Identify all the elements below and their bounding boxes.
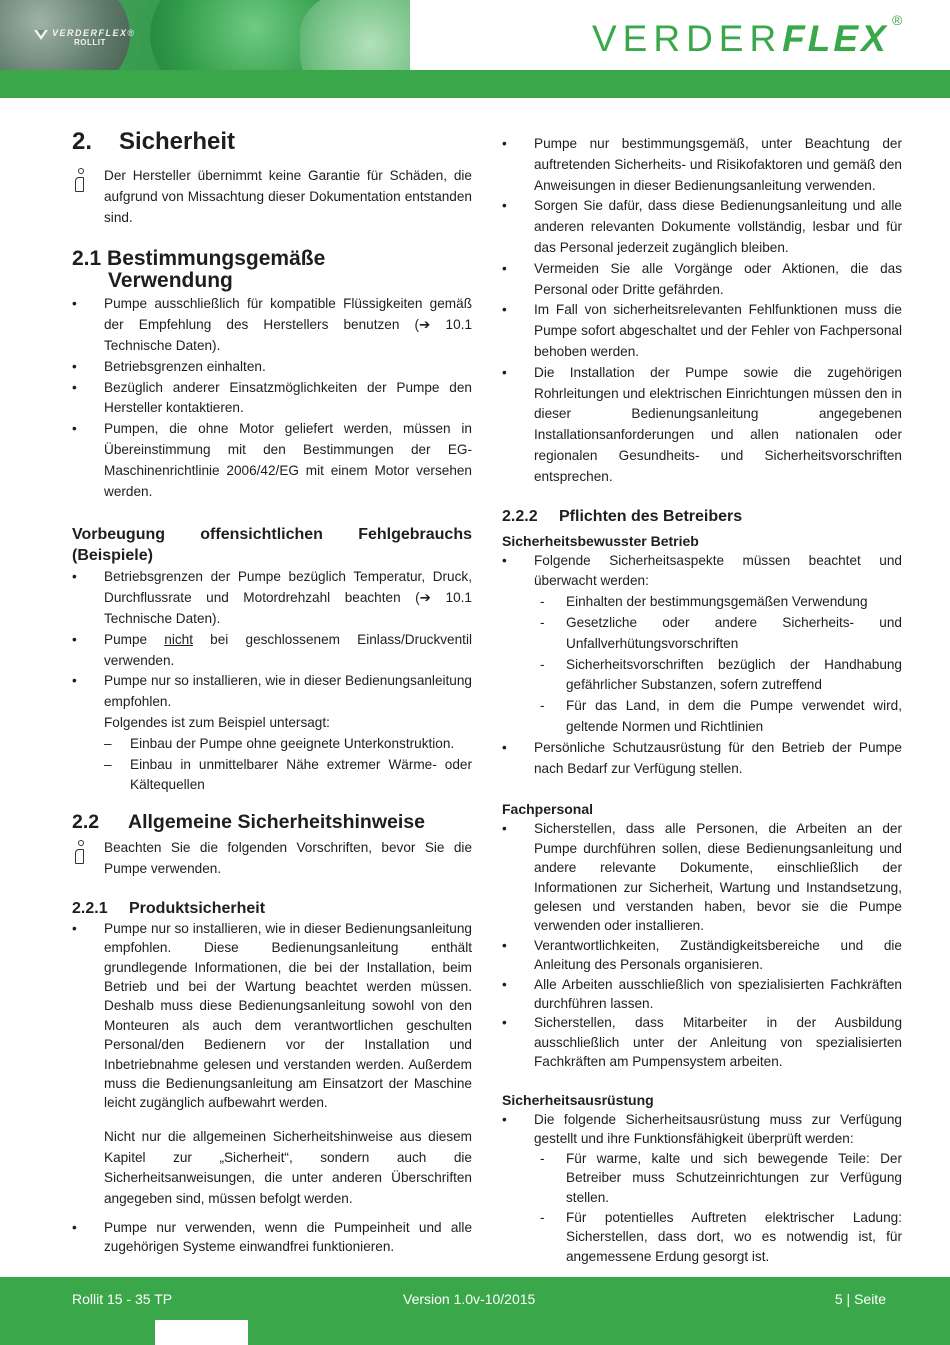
photo-brand-reg: ® xyxy=(127,28,136,38)
text-run: Pumpe xyxy=(104,631,165,647)
photo-brand-text: VERDERFLEX xyxy=(52,28,128,38)
list-item: • Pumpe ausschließlich für kompatible Flüssigkeiten gemäß der Empfehlung des Herstellers benutzen (➔ 10.1 Technische Daten). xyxy=(72,294,472,356)
section-heading-allgemeine-sicherheitshinweise xyxy=(72,810,472,834)
list-item: • Pumpe nur verwenden, wenn die Pumpeinheit und alle zugehörigen Systeme einwandfrei funktionieren. xyxy=(72,1218,472,1257)
paragraph: • Pumpe nur so installieren, wie in dieser Bedienungsanleitung empfohlen. Diese Bedienungsanleitung enthält grundlegende Informationen, die bei der Installation, beim Betrieb und bei der Wartung beachtet werden müssen. Deshalb muss diese Bedienungsanleitung sowohl von den Monteuren als auch dem verantwortlichen geschulten Personal/den Bedienern vor der Installation und Inbetriebnahme gelesen und verstanden werden. Außerdem muss die Bedienungsanleitung am Einsatzort der Maschine leicht zugänglich aufbewahrt werden. xyxy=(104,920,472,1111)
heading-line: (Beispiele) xyxy=(72,547,153,565)
list-item-subtext: Folgendes ist zum Beispiel untersagt: xyxy=(104,714,330,730)
pump-photo-part xyxy=(300,0,410,70)
section-number: 2.2 xyxy=(72,811,100,834)
section-number: 2.2.2 xyxy=(502,507,538,525)
section-title: Allgemeine Sicherheitshinweise xyxy=(128,811,425,834)
header-pump-photo xyxy=(0,0,410,70)
list-item xyxy=(502,1110,902,1267)
staff-list xyxy=(502,819,902,1071)
header-green-bar xyxy=(0,70,950,98)
list-item: • Im Fall von sicherheitsrelevanten Fehlfunktionen muss die Pumpe sofort abgeschaltet und der Fehler von Fachpersonal behoben werden. xyxy=(502,300,902,362)
list-item: - Für das Land, in dem die Pumpe verwendet wird, geltende Normen und Richtlinien xyxy=(534,696,902,738)
list-item: • Betriebsgrenzen der Pumpe bezüglich Temperatur, Druck, Durchflussrate und Motordrehzahl beachten (➔ 10.1 Technische Daten). xyxy=(72,567,472,629)
section-heading-produktsicherheit xyxy=(72,898,472,919)
list-item-text: • Pumpe nur so installieren, wie in dieser Bedienungsanleitung empfohlen. xyxy=(104,673,472,710)
list-item: • Betriebsgrenzen einhalten. xyxy=(72,357,472,378)
list-item: - Für potentielles Auftreten elektrischer Ladung: Sicherstellen, dass dort, wo es notwendig ist, für angemessene Erdung gesorgt ist. xyxy=(534,1208,902,1267)
footer-page-number: 5 | Seite xyxy=(834,1291,886,1307)
logo-part-verder: VERDER xyxy=(592,18,783,59)
subheading-fachpersonal: Fachpersonal xyxy=(502,801,594,818)
product-safety-list-continued xyxy=(502,134,902,488)
operator-safety-list xyxy=(502,551,902,780)
list-item-text: • Die folgende Sicherheitsausrüstung muss zur Verfügung gestellt und ihre Funktionsfähigkeit überprüft werden: xyxy=(534,1111,902,1147)
right-column xyxy=(502,134,902,1266)
list-item: • Sicherstellen, dass Mitarbeiter in der Ausbildung ausschließlich unter der Anleitung von spezialisierten Fachkräften am Pumpensystem arbeiten. xyxy=(502,1013,902,1071)
heading-line: Verwendung xyxy=(108,269,233,293)
list-item xyxy=(72,919,472,1210)
page-footer xyxy=(0,1277,950,1345)
intended-use-list xyxy=(72,294,472,502)
text-run: bei geschlossenem Einlass/Druckventil verwenden. xyxy=(104,631,472,668)
section-number: 2. xyxy=(72,128,93,155)
heading-word: offensichtlichen xyxy=(200,526,323,544)
section-heading-sicherheit xyxy=(72,128,472,156)
list-item xyxy=(72,671,472,796)
prohibited-list xyxy=(104,734,472,796)
list-item: • Bezüglich anderer Einsatzmöglichkeiten der Pumpe den Hersteller kontaktieren. xyxy=(72,378,472,420)
info-note-text: Der Hersteller übernimmt keine Garantie für Schäden, die aufgrund von Missachtung dieser Dokumentation entstanden sind. xyxy=(104,168,472,225)
subheading-sicherheitsausruestung: Sicherheitsausrüstung xyxy=(502,1091,654,1108)
list-item: – Einbau der Pumpe ohne geeignete Unterkonstruktion. xyxy=(104,734,472,755)
section-title: Pflichten des Betreibers xyxy=(559,507,743,525)
footer-product-name: Rollit 15 - 35 TP xyxy=(72,1291,173,1307)
list-item: • Verantwortlichkeiten, Zuständigkeitsbereiche und die Anleitung des Personals organisieren. xyxy=(502,936,902,975)
safety-aspects-list xyxy=(534,592,902,738)
list-item-text: • Folgende Sicherheitsaspekte müssen beachtet und überwacht werden: xyxy=(534,552,902,589)
list-item: • Die Installation der Pumpe sowie die zugehörigen Rohrleitungen und elektrischen Einrichtungen müssen den in dieser Bedienungsanleitung angegebenen Installationsanforderungen und allen nationalen oder regionalen Gesundheits- und Sicherheitsvorschriften entsprechen. xyxy=(502,363,902,488)
photo-model-text: ROLLIT xyxy=(74,38,106,47)
list-item: • Sorgen Sie dafür, dass diese Bedienungsanleitung und alle anderen relevanten Dokumente vollständig, lesbar und für das Personal jederzeit zugänglich bleiben. xyxy=(502,196,902,258)
logo-registered-mark: ® xyxy=(892,12,903,28)
list-item: • Persönliche Schutzausrüstung für den Betrieb der Pumpe nach Bedarf zur Verfügung stellen. xyxy=(502,738,902,780)
subheading-sicherheitsbewusster-betrieb: Sicherheitsbewusster Betrieb xyxy=(502,532,699,549)
info-icon xyxy=(72,168,88,194)
section-title: Produktsicherheit xyxy=(129,899,266,917)
list-item: • Pumpen, die ohne Motor geliefert werden, müssen in Übereinstimmung mit den Bestimmungen der EG-Maschinenrichtlinie 2006/42/EG mit einem Motor versehen werden. xyxy=(72,419,472,502)
section-heading-pflichten-des-betreibers xyxy=(502,506,902,527)
info-note xyxy=(72,838,472,880)
list-item: - Sicherheitsvorschriften bezüglich der Handhabung gefährlicher Substanzen, sofern zutreffend xyxy=(534,655,902,697)
paragraph: Nicht nur die allgemeinen Sicherheitshinweise aus diesem Kapitel zur „Sicherheit“, sondern auch die Sicherheitsanweisungen, die unter anderen Überschriften angegeben sind, müssen befolgt werden. xyxy=(104,1128,472,1207)
left-column xyxy=(72,128,472,1257)
info-note xyxy=(72,166,472,228)
section-heading-bestimmungsgemaesse-verwendung xyxy=(72,248,472,292)
section-number: 2.2.1 xyxy=(72,899,108,917)
list-item: - Gesetzliche oder andere Sicherheits- und Unfallverhütungsvorschriften xyxy=(534,613,902,655)
page-header xyxy=(0,0,950,98)
photo-brand-label xyxy=(52,28,136,48)
list-item xyxy=(502,551,902,738)
misuse-list xyxy=(72,567,472,796)
list-item: • Vermeiden Sie alle Vorgänge oder Aktionen, die das Personal oder Dritte gefährden. xyxy=(502,259,902,301)
footer-version: Version 1.0v-10/2015 xyxy=(403,1291,536,1307)
misuse-heading xyxy=(72,524,472,566)
list-item: - Einhalten der bestimmungsgemäßen Verwendung xyxy=(534,592,902,613)
equipment-sub-list xyxy=(534,1149,902,1267)
heading-word: Fehlgebrauchs xyxy=(358,526,472,544)
section-title: Sicherheit xyxy=(119,128,236,155)
list-item: • Pumpe nur bestimmungsgemäß, unter Beachtung der auftretenden Sicherheits- und Risikofaktoren und gemäß den Anweisungen in dieser Bedienungsanleitung verwenden. xyxy=(502,134,902,196)
info-note-text: Beachten Sie die folgenden Vorschriften, bevor Sie die Pumpe verwenden. xyxy=(104,840,472,876)
heading-line: 2.1 Bestimmungsgemäße xyxy=(72,247,326,271)
list-item: – Einbau in unmittelbarer Nähe extremer Wärme- oder Kältequellen xyxy=(104,755,472,797)
underlined-word: nicht xyxy=(164,631,193,647)
list-item: • Alle Arbeiten ausschließlich von spezialisierten Fachkräften durchführen lassen. xyxy=(502,975,902,1014)
safety-equipment-list xyxy=(502,1110,902,1267)
info-icon xyxy=(72,840,88,866)
product-safety-list xyxy=(72,919,472,1257)
footer-tab-marker xyxy=(155,1320,248,1345)
verderflex-arrow-icon-inner xyxy=(37,30,45,36)
list-item xyxy=(72,630,472,672)
list-item: - Für warme, kalte und sich bewegende Teile: Der Betreiber muss Schutzeinrichtungen zur Verfügung stellen. xyxy=(534,1149,902,1208)
heading-word: Vorbeugung xyxy=(72,526,166,544)
list-item: • Sicherstellen, dass alle Personen, die Arbeiten an der Pumpe durchführen sollen, diese Bedienungsanleitung und andere relevante Dokumente, einschließlich der Informationen zur Sicherheit, Wartung und Instandsetzung, gelesen und verstanden haben, bevor sie die Pumpe verwenden oder installieren. xyxy=(502,819,902,935)
logo-part-flex: FLEX xyxy=(782,18,889,59)
verderflex-logo xyxy=(592,12,903,60)
